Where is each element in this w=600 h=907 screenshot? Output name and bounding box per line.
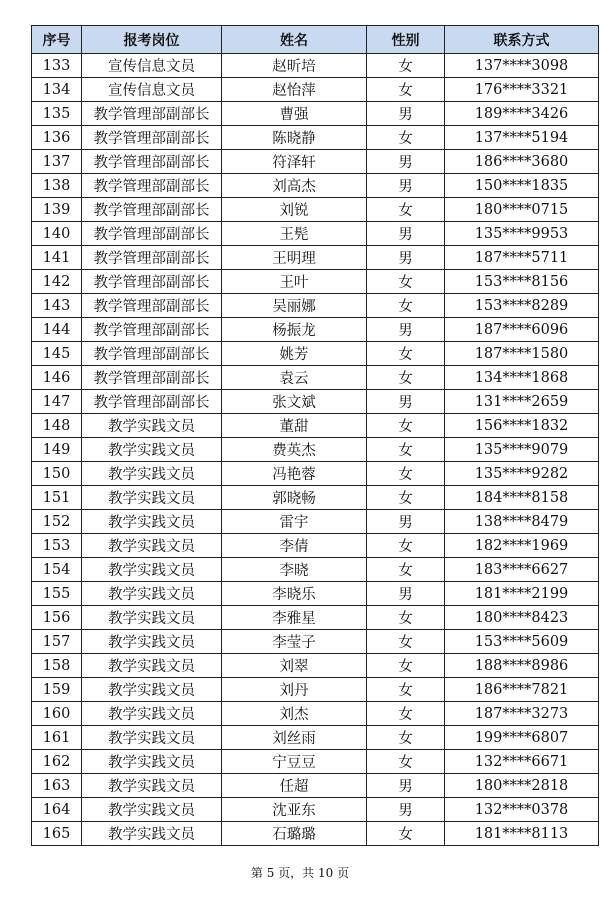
cell-position: 教学管理部副部长 [82,342,222,366]
cell-serial: 159 [32,678,82,702]
cell-contact: 153****8289 [445,294,599,318]
cell-contact: 187****3273 [445,702,599,726]
cell-name: 姚芳 [222,342,367,366]
cell-gender: 女 [367,726,445,750]
cell-gender: 女 [367,822,445,846]
cell-serial: 142 [32,270,82,294]
cell-serial: 144 [32,318,82,342]
table-row [32,174,599,198]
cell-position: 教学实践文员 [82,726,222,750]
cell-contact: 156****1832 [445,414,599,438]
cell-gender: 女 [367,126,445,150]
page-footer: 第 5 页，共 10 页 [250,866,350,880]
cell-position: 教学管理部副部长 [82,270,222,294]
cell-gender: 女 [367,486,445,510]
cell-gender: 女 [367,198,445,222]
cell-gender: 男 [367,174,445,198]
cell-gender: 女 [367,438,445,462]
cell-contact: 186****3680 [445,150,599,174]
table-row [32,438,599,462]
table-row [32,366,599,390]
table-row [32,630,599,654]
cell-contact: 180****2818 [445,774,599,798]
cell-contact: 137****5194 [445,126,599,150]
cell-serial: 155 [32,582,82,606]
cell-serial: 165 [32,822,82,846]
cell-name: 吴丽娜 [222,294,367,318]
cell-name: 赵怡萍 [222,78,367,102]
cell-contact: 132****6671 [445,750,599,774]
cell-contact: 199****6807 [445,726,599,750]
cell-gender: 女 [367,534,445,558]
cell-gender: 女 [367,342,445,366]
cell-position: 教学实践文员 [82,774,222,798]
cell-name: 曹强 [222,102,367,126]
cell-name: 李莹子 [222,630,367,654]
cell-position: 教学管理部副部长 [82,294,222,318]
cell-serial: 137 [32,150,82,174]
cell-name: 董甜 [222,414,367,438]
cell-contact: 134****1868 [445,366,599,390]
cell-contact: 135****9953 [445,222,599,246]
header-gender: 性别 [367,26,445,54]
cell-position: 教学管理部副部长 [82,390,222,414]
cell-serial: 162 [32,750,82,774]
cell-name: 符泽轩 [222,150,367,174]
cell-contact: 189****3426 [445,102,599,126]
cell-name: 陈晓静 [222,126,367,150]
cell-serial: 160 [32,702,82,726]
cell-contact: 187****5711 [445,246,599,270]
table-row [32,294,599,318]
cell-gender: 女 [367,294,445,318]
cell-position: 教学实践文员 [82,654,222,678]
table-row [32,462,599,486]
cell-contact: 182****1969 [445,534,599,558]
table-row [32,78,599,102]
cell-serial: 163 [32,774,82,798]
cell-contact: 132****0378 [445,798,599,822]
header-position: 报考岗位 [82,26,222,54]
cell-name: 刘翠 [222,654,367,678]
cell-serial: 157 [32,630,82,654]
cell-position: 教学实践文员 [82,414,222,438]
cell-gender: 女 [367,654,445,678]
table-row [32,510,599,534]
cell-name: 任超 [222,774,367,798]
cell-name: 雷宇 [222,510,367,534]
cell-gender: 男 [367,102,445,126]
cell-serial: 145 [32,342,82,366]
cell-serial: 151 [32,486,82,510]
cell-name: 王叶 [222,270,367,294]
table-row [32,414,599,438]
cell-gender: 男 [367,222,445,246]
table-row [32,246,599,270]
cell-gender: 女 [367,270,445,294]
cell-contact: 187****6096 [445,318,599,342]
cell-serial: 153 [32,534,82,558]
cell-position: 教学管理部副部长 [82,174,222,198]
table-row [32,318,599,342]
cell-contact: 131****2659 [445,390,599,414]
table-row [32,606,599,630]
cell-serial: 140 [32,222,82,246]
header-serial: 序号 [32,26,82,54]
cell-name: 袁云 [222,366,367,390]
cell-name: 宁豆豆 [222,750,367,774]
cell-gender: 男 [367,510,445,534]
cell-serial: 143 [32,294,82,318]
cell-contact: 153****8156 [445,270,599,294]
cell-serial: 135 [32,102,82,126]
cell-gender: 男 [367,774,445,798]
cell-name: 冯艳蓉 [222,462,367,486]
cell-contact: 180****8423 [445,606,599,630]
table-row [32,150,599,174]
cell-position: 教学实践文员 [82,702,222,726]
cell-serial: 152 [32,510,82,534]
cell-gender: 男 [367,798,445,822]
cell-contact: 186****7821 [445,678,599,702]
cell-position: 教学实践文员 [82,558,222,582]
cell-name: 李雅星 [222,606,367,630]
cell-serial: 138 [32,174,82,198]
cell-name: 赵昕培 [222,54,367,78]
cell-contact: 153****5609 [445,630,599,654]
cell-position: 教学实践文员 [82,798,222,822]
cell-serial: 148 [32,414,82,438]
cell-gender: 女 [367,462,445,486]
table-row [32,198,599,222]
table-row [32,102,599,126]
cell-position: 教学管理部副部长 [82,102,222,126]
cell-serial: 134 [32,78,82,102]
header-name: 姓名 [222,26,367,54]
cell-name: 李晓 [222,558,367,582]
cell-serial: 146 [32,366,82,390]
table-row [32,702,599,726]
cell-contact: 135****9079 [445,438,599,462]
cell-contact: 138****8479 [445,510,599,534]
cell-serial: 136 [32,126,82,150]
table-row [32,486,599,510]
cell-serial: 154 [32,558,82,582]
table-row [32,390,599,414]
cell-name: 杨振龙 [222,318,367,342]
cell-name: 王髡 [222,222,367,246]
cell-serial: 156 [32,606,82,630]
cell-gender: 男 [367,582,445,606]
cell-serial: 141 [32,246,82,270]
cell-position: 教学实践文员 [82,510,222,534]
cell-gender: 女 [367,702,445,726]
table-row [32,54,599,78]
cell-contact: 176****3321 [445,78,599,102]
table-row [32,270,599,294]
cell-position: 宣传信息文员 [82,78,222,102]
table-row [32,678,599,702]
table-row [32,774,599,798]
table-row [32,654,599,678]
cell-name: 张文斌 [222,390,367,414]
cell-name: 费英杰 [222,438,367,462]
cell-contact: 183****6627 [445,558,599,582]
cell-contact: 180****0715 [445,198,599,222]
cell-gender: 女 [367,558,445,582]
cell-position: 教学实践文员 [82,438,222,462]
cell-contact: 137****3098 [445,54,599,78]
cell-name: 刘杰 [222,702,367,726]
table-row [32,342,599,366]
cell-position: 教学管理部副部长 [82,222,222,246]
cell-position: 教学实践文员 [82,606,222,630]
cell-gender: 女 [367,606,445,630]
table-row [32,222,599,246]
table-row [32,558,599,582]
cell-gender: 女 [367,414,445,438]
cell-position: 教学实践文员 [82,462,222,486]
cell-serial: 158 [32,654,82,678]
cell-contact: 188****8986 [445,654,599,678]
table-row [32,582,599,606]
table-row [32,126,599,150]
cell-position: 教学实践文员 [82,678,222,702]
cell-name: 刘丝雨 [222,726,367,750]
cell-gender: 女 [367,78,445,102]
cell-name: 王明理 [222,246,367,270]
applicant-table-container [31,25,599,846]
cell-gender: 男 [367,390,445,414]
table-header-row [32,26,599,54]
cell-serial: 147 [32,390,82,414]
cell-name: 刘高杰 [222,174,367,198]
cell-name: 刘锐 [222,198,367,222]
table-row [32,534,599,558]
cell-serial: 133 [32,54,82,78]
cell-position: 教学管理部副部长 [82,126,222,150]
cell-position: 宣传信息文员 [82,54,222,78]
table-row [32,726,599,750]
cell-contact: 181****8113 [445,822,599,846]
cell-gender: 男 [367,150,445,174]
cell-position: 教学管理部副部长 [82,366,222,390]
table-row [32,798,599,822]
cell-gender: 男 [367,318,445,342]
header-contact: 联系方式 [445,26,599,54]
cell-contact: 135****9282 [445,462,599,486]
cell-position: 教学管理部副部长 [82,198,222,222]
cell-contact: 150****1835 [445,174,599,198]
table-body [32,54,599,846]
table-row [32,750,599,774]
cell-gender: 女 [367,750,445,774]
cell-contact: 187****1580 [445,342,599,366]
cell-gender: 女 [367,54,445,78]
cell-gender: 男 [367,246,445,270]
cell-name: 李晓乐 [222,582,367,606]
cell-serial: 139 [32,198,82,222]
cell-name: 李倩 [222,534,367,558]
cell-position: 教学实践文员 [82,534,222,558]
cell-position: 教学管理部副部长 [82,150,222,174]
cell-position: 教学实践文员 [82,822,222,846]
cell-serial: 164 [32,798,82,822]
cell-name: 刘丹 [222,678,367,702]
cell-position: 教学管理部副部长 [82,246,222,270]
cell-name: 石璐璐 [222,822,367,846]
cell-contact: 181****2199 [445,582,599,606]
cell-name: 沈亚东 [222,798,367,822]
cell-position: 教学实践文员 [82,582,222,606]
cell-position: 教学实践文员 [82,486,222,510]
cell-name: 郭晓畅 [222,486,367,510]
cell-gender: 女 [367,630,445,654]
cell-position: 教学实践文员 [82,630,222,654]
cell-position: 教学实践文员 [82,750,222,774]
cell-serial: 149 [32,438,82,462]
cell-contact: 184****8158 [445,486,599,510]
applicant-table [31,25,599,846]
cell-gender: 女 [367,678,445,702]
cell-position: 教学管理部副部长 [82,318,222,342]
cell-serial: 161 [32,726,82,750]
cell-serial: 150 [32,462,82,486]
table-row [32,822,599,846]
cell-gender: 女 [367,366,445,390]
